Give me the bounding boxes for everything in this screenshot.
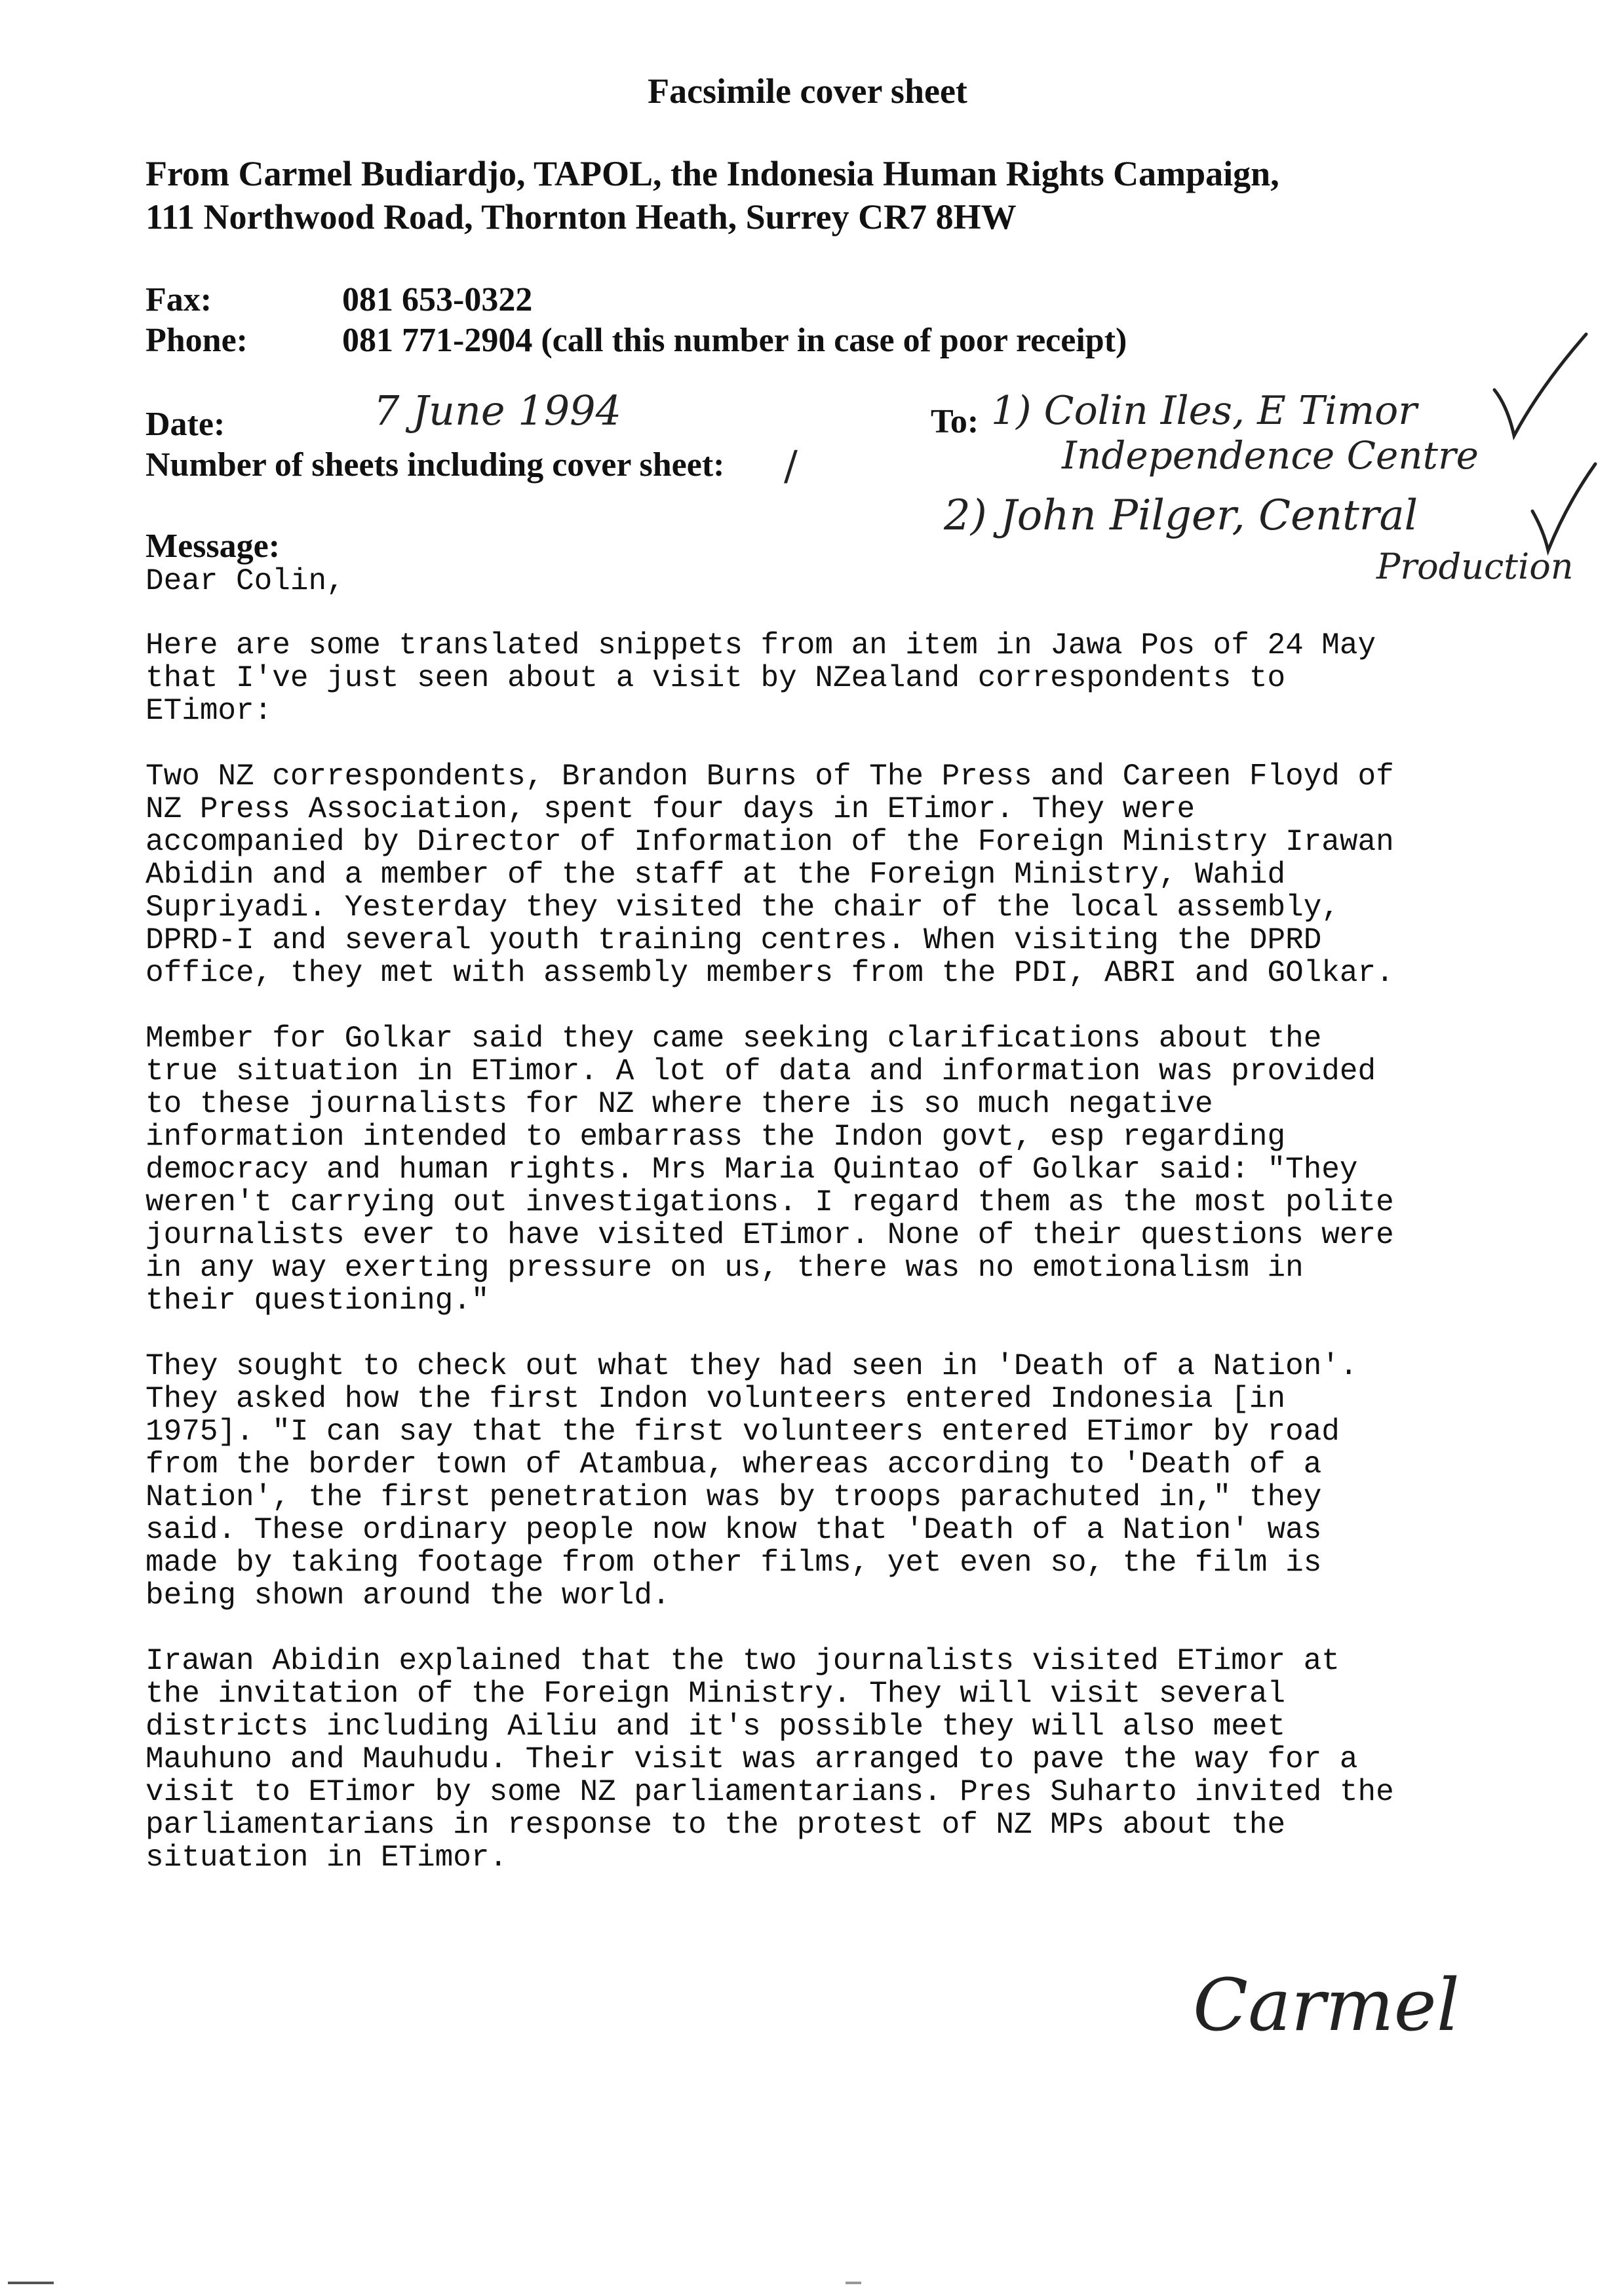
message-paragraph: Here are some translated snippets from an item in Jawa Pos of 24 May that I've just seen about a visit by NZealand correspondents to ETimor: xyxy=(146,628,1376,728)
recipient-1-name: 1) Colin Iles, E Timor xyxy=(991,388,1417,434)
phone-number: 081 771-2904 (call this number in case of poor receipt) xyxy=(342,322,1127,359)
phone-label: Phone: xyxy=(146,322,248,359)
handwritten-date: 7 June 1994 xyxy=(374,387,622,434)
recipient-2-name: 2) John Pilger, Central xyxy=(944,491,1418,540)
checkmark-icon xyxy=(1527,459,1599,557)
sender-line-1: From Carmel Budiardjo, TAPOL, the Indonesia Human Rights Campaign, xyxy=(146,154,1279,193)
message-paragraph: They sought to check out what they had seen in 'Death of a Nation'. They asked how the first Indon volunteers entered Indonesia [in 1975]. "I can say that the first volunteers entered ETimor by road from the border town of Atambua, whereas according to 'Death of a Nation', the first penetration was by troops parachuted in," they said. These ordinary people now know that 'Death of a Nation' was made by taking footage from other films, yet even so, the film is being shown around the world. xyxy=(146,1349,1358,1613)
sender-address: 111 Northwood Road, Thornton Heath, Surrey CR7 8HW xyxy=(146,197,1017,237)
scan-artifact xyxy=(846,2282,861,2284)
date-label: Date: xyxy=(146,406,225,443)
message-paragraph: Two NZ correspondents, Brandon Burns of The Press and Careen Floyd of NZ Press Association, spent four days in ETimor. They were accompanied by Director of Information of the Foreign Ministry Irawan Abidin and a member of the staff at the Foreign Ministry, Wahid Supriyadi. Yesterday they visited the chair of the local assembly, DPRD-I and several youth training centres. When visiting the DPRD office, they met with assembly members from the PDI, ABRI and GOlkar. xyxy=(146,759,1394,990)
message-label: Message: xyxy=(146,527,281,565)
to-label: To: xyxy=(931,403,979,440)
handwritten-sheet-count: / xyxy=(784,442,798,489)
sender-block xyxy=(146,152,1456,239)
handwritten-signature: Carmel xyxy=(1193,1963,1460,2047)
fax-number: 081 653-0322 xyxy=(342,281,533,318)
message-greeting: Dear Colin, xyxy=(146,564,345,598)
scan-artifact xyxy=(8,2282,54,2284)
message-paragraph: Member for Golkar said they came seeking clarifications about the true situation in ETimor. A lot of data and information was provided to these journalists for NZ where there is so much negative information intended to embarrass the Indon govt, esp regarding democracy and human rights. Mrs Maria Quintao of Golkar said: "They weren't carrying out investigations. I regard them as the most polite journalists ever to have visited ETimor. None of their questions were in any way exerting pressure on us, there was no emotionalism in their questioning." xyxy=(146,1022,1394,1318)
fax-label: Fax: xyxy=(146,281,212,318)
checkmark-icon xyxy=(1488,328,1593,446)
recipient-2-organisation: Production xyxy=(1376,546,1574,587)
sheets-count-label: Number of sheets including cover sheet: xyxy=(146,446,725,484)
message-paragraph: Irawan Abidin explained that the two journalists visited ETimor at the invitation of the Foreign Ministry. They will visit several districts including Ailiu and it's possible they will also meet Mauhuno and Mauhudu. Their visit was arranged to pave the way for a visit to ETimor by some NZ parliamentarians. Pres Suharto invited the parliamentarians in response to the protest of NZ MPs about the situation in ETimor. xyxy=(146,1644,1394,1875)
recipient-1-organisation: Independence Centre xyxy=(1062,433,1479,478)
document-title: Facsimile cover sheet xyxy=(648,71,967,111)
